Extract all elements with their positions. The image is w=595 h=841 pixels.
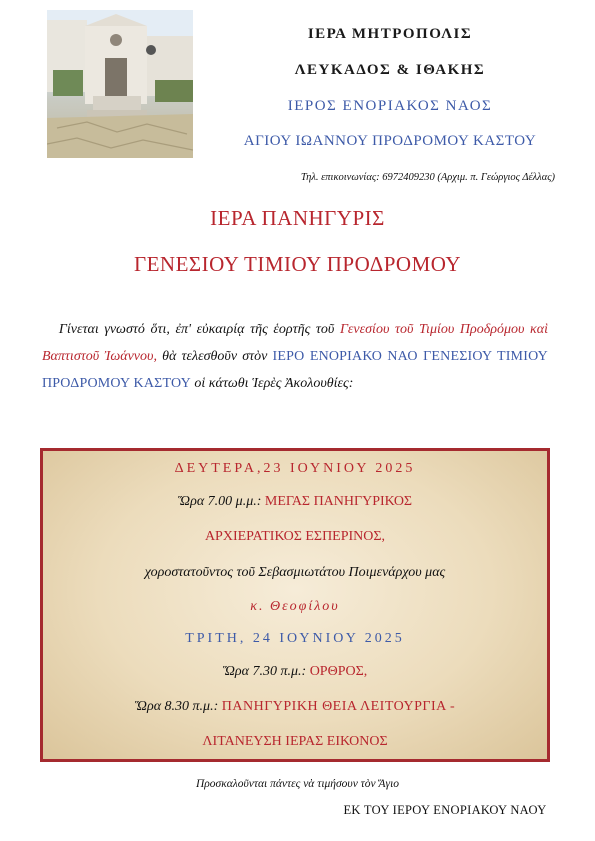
schedule-box (40, 448, 550, 762)
service-vespers-line (43, 494, 547, 510)
church-name: ΑΓΙΟΥ ΙΩΑΝΝΟΥ ΠΡΟΔΡΟΜΟΥ ΚΑΣΤΟΥ (243, 133, 537, 149)
intro-text-1: Γίνεται γνωστό ὅτι, ἐπ' εὐκαιρίᾳ τῆς ἑορτῆς τοῦ (58, 322, 340, 337)
service-liturgy: ΠΑΝΗΓΥΡΙΚΗ ΘΕΙΑ ΛΕΙΤΟΥΡΓΙΑ - (221, 699, 456, 714)
service-vespers: ΜΕΓΑΣ ΠΑΝΗΓΥΡΙΚΟΣ (264, 494, 413, 509)
time-orthros: Ὥρα 7.30 π.μ.: (222, 664, 310, 679)
day-tuesday: ΤΡΙΤΗ, 24 ΙΟΥΝΙΟΥ 2025 (185, 631, 405, 646)
event-title: ΙΕΡΑ ΠΑΝΗΓΥΡΙΣ (210, 206, 385, 230)
diocese-title: ΛΕΥΚΑΔΟΣ & ΙΘΑΚΗΣ (294, 62, 486, 78)
metropolis-title: ΙΕΡΑ ΜΗΤΡΟΠΟΛΙΣ (307, 26, 473, 42)
service-orthros: ΟΡΘΡΟΣ, (309, 664, 368, 679)
church-photo (47, 10, 193, 158)
bishop-name: κ. Θεοφίλου (250, 599, 340, 614)
parish-title: ΙΕΡΟΣ ΕΝΟΡΙΑΚΟΣ ΝΑΟΣ (287, 98, 493, 114)
presiding-text: χοροστατοῦντος τοῦ Σεβασμιωτάτου Ποιμενάρχου μας (144, 565, 446, 580)
day-monday: ΔΕΥΤΕΡΑ,23 ΙΟΥΝΙΟΥ 2025 (174, 461, 416, 476)
service-orthros-line (43, 664, 547, 680)
service-procession: ΛΙΤΑΝΕΥΣΗ ΙΕΡΑΣ ΕΙΚΟΝΟΣ (202, 734, 388, 749)
service-liturgy-line (43, 699, 547, 715)
feast-name: Γενεσίου τοῦ Τιμίου Προδρόμου καὶ Βαπτιστοῦ Ἰωάννου, (42, 322, 549, 364)
time-vespers: Ὥρα 7.00 μ.μ.: (177, 494, 265, 509)
church-reference: ΙΕΡΟ ΕΝΟΡΙΑΚΟ ΝΑΟ ΓΕΝΕΣΙΟΥ ΤΙΜΙΟΥ ΠΡΟΔΡΟΜΟΥ ΚΑΣΤΟΥ (42, 349, 548, 391)
event-subtitle: ΓΕΝΕΣΙΟΥ ΤΙΜΙΟΥ ΠΡΟΔΡΟΜΟΥ (133, 252, 462, 276)
intro-text-2: θὰ τελεσθοῦν στὸν (156, 349, 273, 364)
service-vespers-2: ΑΡΧΙΕΡΑΤΙΚΟΣ ΕΣΠΕΡΙΝΟΣ, (204, 529, 386, 544)
time-liturgy: Ὥρα 8.30 π.μ.: (134, 699, 222, 714)
intro-text-3: οἱ κάτωθι Ἱερὲς Ἀκολουθίες: (190, 376, 354, 391)
invitation-text: Προσκαλοῦνται πάντες νὰ τιμήσουν τὸν Ἅγιο (195, 778, 400, 790)
signature-text: ΕΚ ΤΟΥ ΙΕΡΟΥ ΕΝΟΡΙΑΚΟΥ ΝΑΟΥ (343, 803, 547, 817)
contact-line: Τηλ. επικοινωνίας: 6972409230 (Αρχιμ. π. Γεώργιος Δέλλας) (300, 172, 555, 183)
announcement-paragraph (42, 316, 548, 397)
